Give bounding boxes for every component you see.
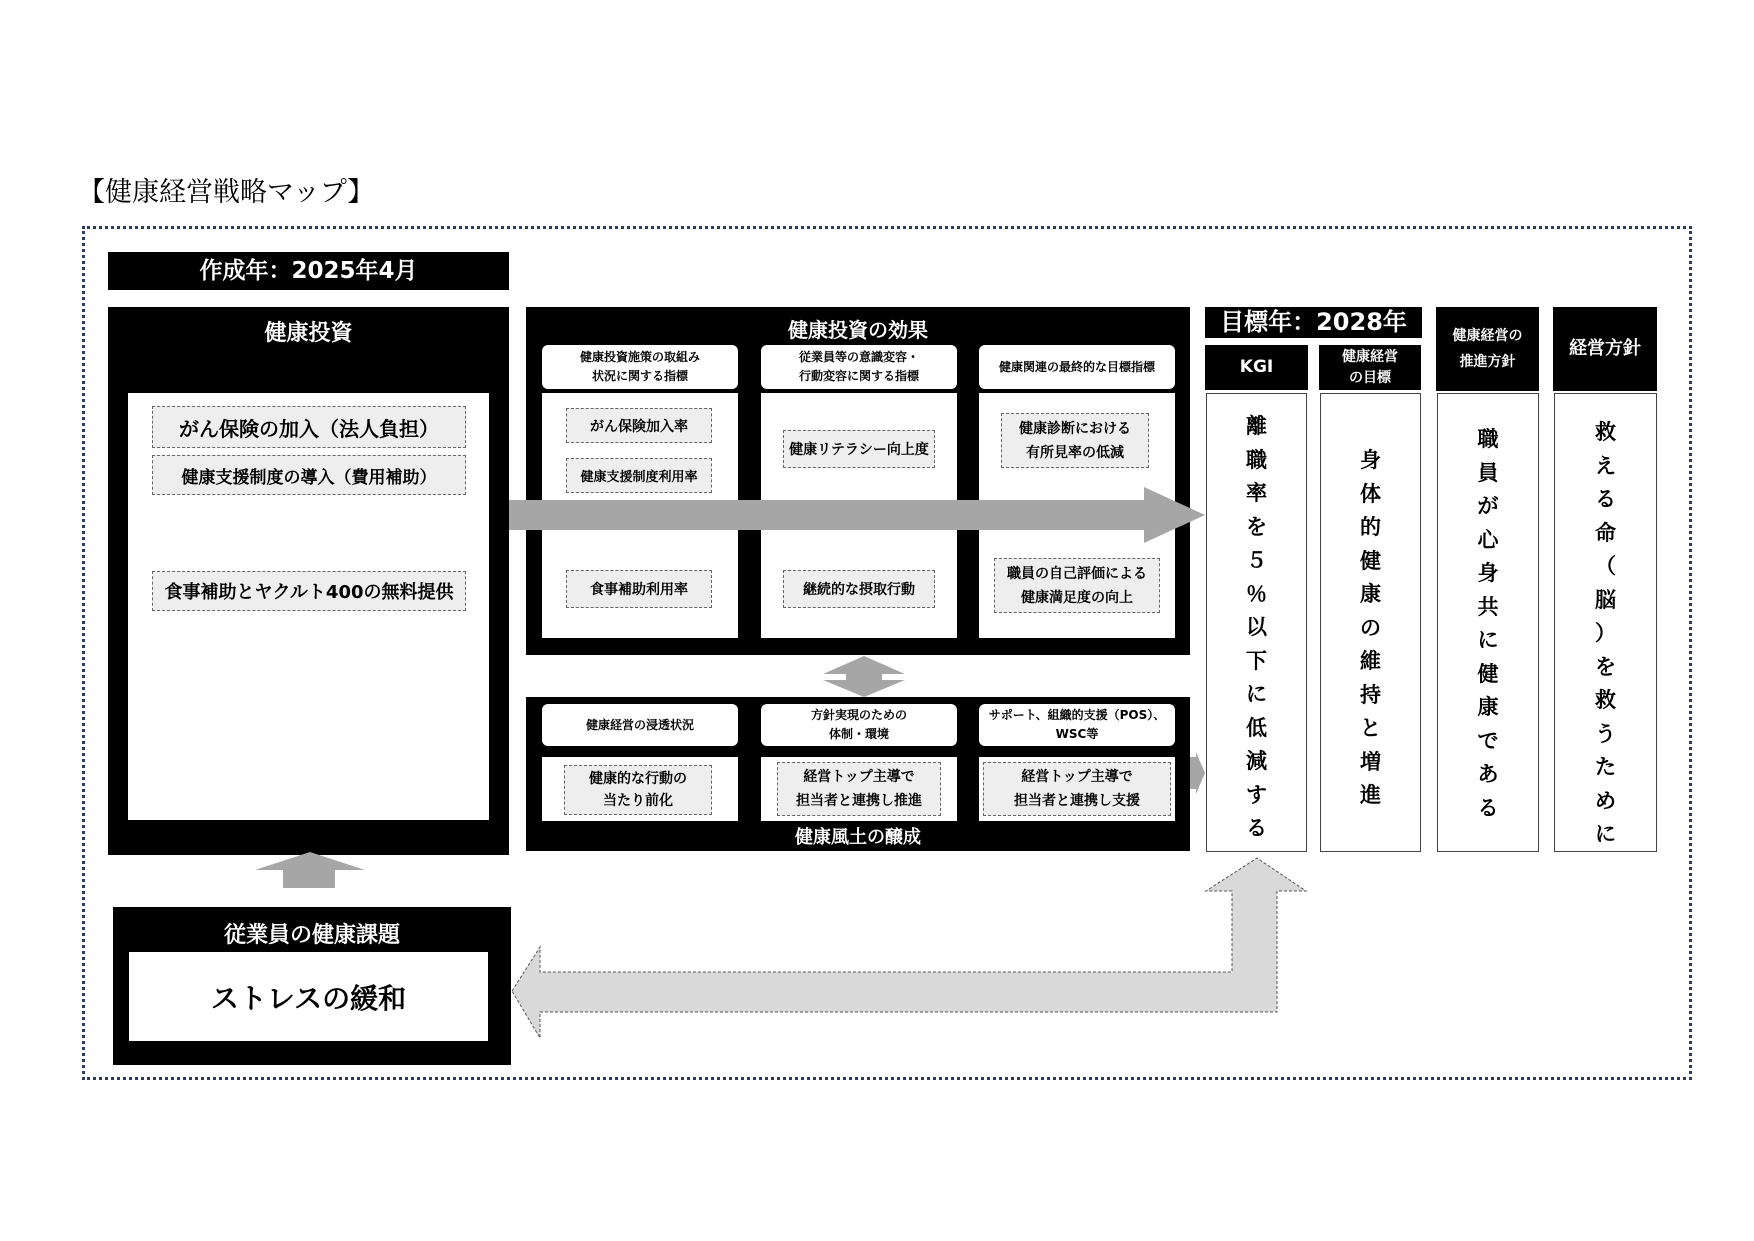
vertical-char: ％: [1246, 581, 1267, 606]
indicator-box: がん保険加入率: [566, 408, 712, 443]
goal-header: 健康経営 の目標: [1319, 345, 1421, 390]
vertical-char: た: [1595, 755, 1616, 779]
effects-column-header: 健康関連の最終的な目標指標: [979, 345, 1175, 389]
vertical-char: 以: [1246, 615, 1267, 639]
vertical-char: 下: [1246, 648, 1267, 673]
vertical-char: 康: [1477, 695, 1499, 719]
vertical-char: 心: [1477, 527, 1499, 552]
vertical-char: で: [1477, 728, 1499, 753]
kgi-header: KGI: [1205, 345, 1308, 390]
kgi-text: [1206, 393, 1307, 852]
investment-item: がん保険の加入（法人負担）: [152, 406, 466, 448]
culture-column-header: 健康経営の浸透状況: [542, 704, 738, 746]
target-year-label: 目標年：2028年: [1205, 307, 1422, 338]
vertical-char: 職: [1477, 427, 1499, 451]
vertical-char: 救: [1595, 688, 1616, 712]
vertical-char: え: [1595, 453, 1616, 478]
indicator-box: 食事補助利用率: [566, 570, 712, 608]
vertical-char: を: [1246, 514, 1267, 539]
vertical-char: 命: [1595, 520, 1616, 545]
vertical-char: う: [1595, 721, 1616, 746]
vertical-char: 健: [1477, 661, 1499, 686]
page-title: 【健康経営戦略マップ】: [78, 177, 375, 208]
effects-column-header: 従業員等の意識変容・ 行動変容に関する指標: [761, 345, 957, 389]
indicator-box: 健康リテラシー向上度: [783, 430, 935, 468]
vertical-char: 増: [1360, 749, 1381, 774]
vertical-char: 身: [1477, 561, 1499, 585]
policy-header: 健康経営の 推進方針: [1436, 307, 1539, 391]
vertical-char: 康: [1360, 582, 1381, 606]
issues-up-arrow: [255, 852, 365, 888]
issues-kgi-connector-arrow: [512, 858, 1306, 1038]
indicator-box: 継続的な摂取行動: [783, 570, 935, 608]
vertical-char: あ: [1477, 762, 1499, 786]
vertical-char: 脳: [1595, 587, 1616, 612]
vertical-char: 進: [1360, 783, 1381, 807]
up-down-arrow: [823, 656, 905, 697]
vertical-char: 低: [1246, 715, 1267, 740]
vertical-char: 身: [1360, 448, 1381, 472]
created-year-label: 作成年：2025年4月: [108, 252, 509, 290]
policy-text: [1437, 393, 1539, 852]
vertical-char: る: [1246, 816, 1267, 840]
vertical-char: 率: [1246, 481, 1267, 505]
vertical-char: す: [1246, 782, 1267, 807]
indicator-box: 健康診断における 有所見率の低減: [1001, 413, 1149, 468]
vertical-char: に: [1595, 822, 1616, 846]
vertical-char: が: [1477, 494, 1499, 518]
culture-title: 健康風土の醸成: [795, 827, 921, 848]
indicator-box: 健康支援制度利用率: [566, 458, 712, 493]
vertical-char: る: [1595, 487, 1616, 511]
indicator-box: 職員の自己評価による 健康満足度の向上: [994, 558, 1160, 613]
culture-column-header: サポート、組織的支援（POS）、 WSC等: [979, 704, 1175, 746]
investment-item: 食事補助とヤクルト400の無料提供: [152, 571, 466, 611]
vertical-char: 持: [1360, 682, 1381, 707]
vertical-char: 維: [1360, 649, 1381, 673]
culture-column-header: 方針実現のための 体制・環境: [761, 704, 957, 746]
vertical-char: と: [1360, 716, 1381, 740]
issues-title: 従業員の健康課題: [223, 923, 400, 948]
vertical-char: 健: [1360, 548, 1381, 573]
effects-column-header: 健康投資施策の取組み 状況に関する指標: [542, 345, 738, 389]
vertical-char: 救: [1595, 420, 1616, 444]
management-text: [1554, 393, 1657, 852]
goal-text: [1320, 393, 1421, 852]
investment-item: 健康支援制度の導入（費用補助）: [152, 455, 466, 495]
vertical-char: ５: [1246, 548, 1267, 572]
vertical-char: の: [1360, 615, 1381, 640]
issues-main-text: ストレスの緩和: [129, 952, 488, 1041]
effects-title: 健康投資の効果: [788, 318, 928, 342]
vertical-char: を: [1595, 654, 1616, 679]
vertical-char: 体: [1360, 481, 1381, 506]
vertical-char: 共: [1477, 594, 1499, 619]
management-header: 経営方針: [1553, 307, 1657, 391]
vertical-char: 減: [1246, 749, 1267, 773]
vertical-char: る: [1477, 795, 1499, 820]
vertical-char: に: [1246, 682, 1267, 706]
vertical-char: 員: [1477, 460, 1499, 485]
main-right-arrow: [509, 487, 1205, 543]
vertical-char: 的: [1360, 515, 1381, 539]
vertical-char: に: [1477, 628, 1499, 652]
culture-item-box: 経営トップ主導で 担当者と連携し支援: [983, 762, 1171, 816]
culture-item-box: 健康的な行動の 当たり前化: [564, 765, 712, 815]
vertical-char: ）: [1595, 621, 1616, 645]
culture-item-box: 経営トップ主導で 担当者と連携し推進: [777, 762, 941, 816]
vertical-char: 職: [1246, 447, 1267, 472]
culture-right-arrow: [1190, 752, 1205, 794]
vertical-char: （: [1595, 554, 1616, 578]
investment-title: 健康投資: [264, 321, 353, 346]
vertical-char: め: [1595, 788, 1616, 813]
vertical-char: 離: [1246, 414, 1267, 438]
